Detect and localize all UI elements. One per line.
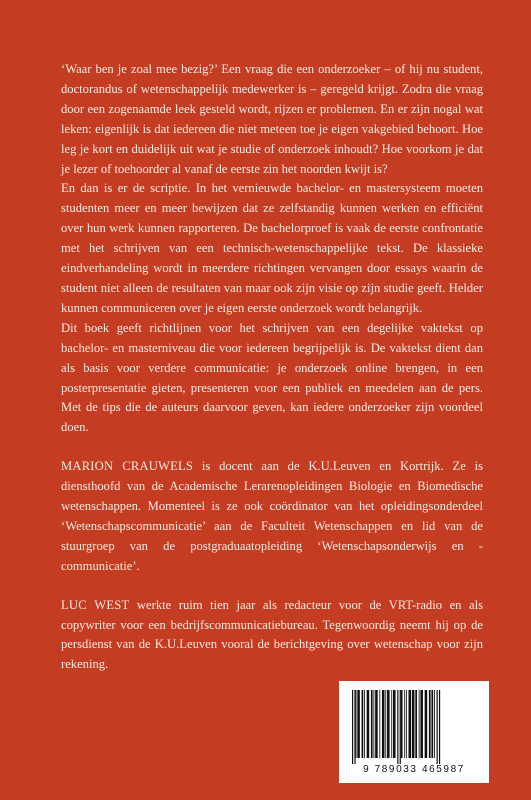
isbn-barcode: [339, 681, 489, 783]
intro-paragraph-2: En dan is er de scriptie. In het vernieuwde bachelor- en mastersysteem moeten studenten meer en meer bewijzen dat ze zelfstandig kunnen werken en efficiënt over hun werk kunnen rapporteren. De bachelorproef is vaak de eerste confrontatie met het schrijven van een technisch-wetenschappelijke tekst. De klassieke eindverhandeling wordt in meerdere richtingen vervangen door essays waarin de student niet alleen de resultaten van maar ook zijn visie op zijn studie geeft. Helder kunnen communiceren over je eigen eerste onderzoek wordt belangrijk.: [61, 181, 483, 315]
barcode-bars: [350, 690, 478, 764]
author-bio-crauwels: [61, 457, 483, 576]
author-bio-west: [61, 596, 483, 676]
author-name: LUC WEST: [61, 597, 130, 612]
intro-paragraph-3: Dit boek geeft richtlijnen voor het schrijven van een degelijke vaktekst op bachelor- en masterniveau die voor iedereen begrijpelijk is. De vaktekst dient dan als basis voor verdere communicatie: je onderzoek online brengen, in een posterpresentatie gieten, presenteren voor een publiek en meedelen aan de pers. Met de tips die de auteurs daarvoor geven, kan iedere onderzoeker zijn voordeel doen.: [61, 320, 483, 435]
author-bio-text: is docent aan de K.U.Leuven en Kortrijk. Ze is diensthoofd van de Academische Lerarenopleidingen Biologie en Biomedische wetenschappen. Momenteel is ze ook coördinator van het opleidingsonderdeel ‘Wetenschapscommunicatie’ aan de Faculteit Wetenschappen en lid van de stuurgroep van de postgraduaatopleiding ‘Wetenschapsonderwijs en -communicatie’.: [61, 459, 483, 573]
author-name: MARION CRAUWELS: [61, 459, 194, 474]
author-bio-text: werkte ruim tien jaar als redacteur voor de VRT-radio en als copywriter voor een bedrijfscommunicatiebureau. Tegenwoordig neemt hij op de persdienst van de K.U.Leuven vooral de berichtgeving over wetenschap voor zijn rekening.: [61, 597, 483, 672]
barcode-digits: 9 789033 465987: [363, 764, 465, 775]
back-cover-text: [61, 60, 483, 675]
intro-paragraph-1: ‘Waar ben je zoal mee bezig?’ Een vraag die een onderzoeker – of hij nu student, doctorandus of wetenschappelijk medewerker is – geregeld krijgt. Zodra die vraag door een zogenaamde leek gesteld wordt, rijzen er problemen. En er zijn nogal wat leken: eigenlijk is dat iedereen die niet meteen toe je eigen vakgebied behoort. Hoe leg je kort en duidelijk uit wat je studie of onderzoek inhoudt? Hoe voorkom je dat je lezer of toehoorder al vanaf de eerste zin het noorden kwijt is?: [61, 62, 483, 176]
